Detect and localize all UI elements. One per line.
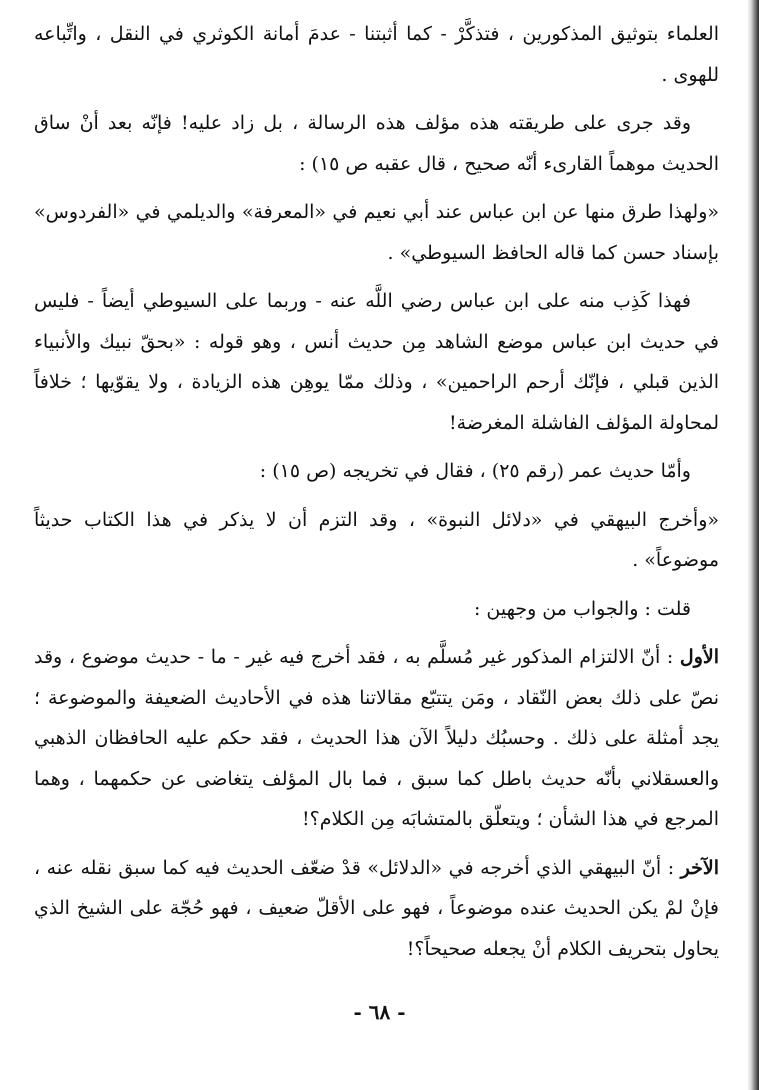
paragraph-second-point xyxy=(34,848,719,970)
paragraph-continuation xyxy=(34,14,719,95)
paragraph-refutation xyxy=(34,281,719,443)
paragraph-text: فهذا كَذِب منه على ابن عباس رضي اللَّه عنه - وربما على السيوطي أيضاً - فليس في حديث ابن عباس موضع الشاهد مِن حديث أنس ، وهو قوله : «بحقّ نبيك والأنبياء الذين قبلي ، فإنّك أرحم الراحمين» ، وذلك ممّا يوهِن هذه الزيادة ، ولا يقوّيها ؛ خلافاً لمحاولة المؤلف الفاشلة المغرضة! xyxy=(34,290,719,434)
paragraph-text: وقد جرى على طريقته هذه مؤلف هذه الرسالة ، بل زاد عليه! فإنّه بعد أنْ ساق الحديث موهماً القارىء أنّه صحيح ، قال عقبه ص ١٥) : xyxy=(34,112,719,175)
quotation-bayhaqi xyxy=(34,500,719,581)
paragraph-text: «وأخرج البيهقي في «دلائل النبوة» ، وقد التزم أن لا يذكر في هذا الكتاب حديثاً موضوعاً» . xyxy=(34,508,719,571)
paragraph-umar-hadith xyxy=(34,451,719,492)
lead-word-first: الأول xyxy=(679,646,720,668)
paragraph-text: قلت : والجواب من وجهين : xyxy=(473,597,691,620)
quotation-ibn-abbas xyxy=(34,192,719,273)
page-edge-shadow xyxy=(747,0,759,1090)
paragraph-text: أنّ الالتزام المذكور غير مُسلَّم به ، فقد أخرج فيه غير - ما - حديث موضوع ، وقد نصّ على ذلك بعض النّقاد ، ومَن يتتبّع مقالاتنا هذه في الأحاديث الضعيفة والموضوعة ؛ يجد أمثلة على ذلك . وحسبُك دليلاً الآن هذا الحديث ، فقد حكم عليه الحافظان الذهبي والعسقلاني بأنّه حديث باطل كما سبق ، فما بال المؤلف يتغاضى عن حكمهما ، وهما المرجع في هذا الشأن ؛ ويتعلّق بالمتشابَه مِن الكلام؟! xyxy=(34,646,719,830)
paragraph-text: أنّ البيهقي الذي أخرجه في «الدلائل» قدْ ضعّف الحديث فيه كما سبق نقله عنه ، فإنْ لمْ يكن الحديث عنده موضوعاً ، فهو على الأقلّ ضعيف ، فهو حُجّة على الشيخ الذي يحاول بتحريف الكلام أنْ يجعله صحيحاً؟! xyxy=(34,856,719,960)
paragraph-answer-intro xyxy=(34,589,719,630)
paragraph-author-method xyxy=(34,103,719,184)
lead-word-second: الآخر xyxy=(680,856,719,879)
lead-separator: : xyxy=(660,646,680,668)
page-number: - ٦٨ - xyxy=(353,1000,406,1024)
page-body-text xyxy=(34,14,719,969)
paragraph-text: «ولهذا طرق منها عن ابن عباس عند أبي نعيم في «المعرفة» والديلمي في «الفردوس» بإسناد حسن كما قاله الحافظ السيوطي» . xyxy=(34,201,719,264)
paragraph-text: العلماء بتوثيق المذكورين ، فتذكَّرْ - كما أثبتنا - عدمَ أمانة الكوثري في النقل ، واتِّباعه للهوى . xyxy=(34,23,719,86)
paragraph-first-point xyxy=(34,637,719,840)
lead-separator: : xyxy=(661,856,681,879)
paragraph-text: وأمّا حديث عمر (رقم ٢٥) ، فقال في تخريجه (ص ١٥) : xyxy=(259,460,691,482)
